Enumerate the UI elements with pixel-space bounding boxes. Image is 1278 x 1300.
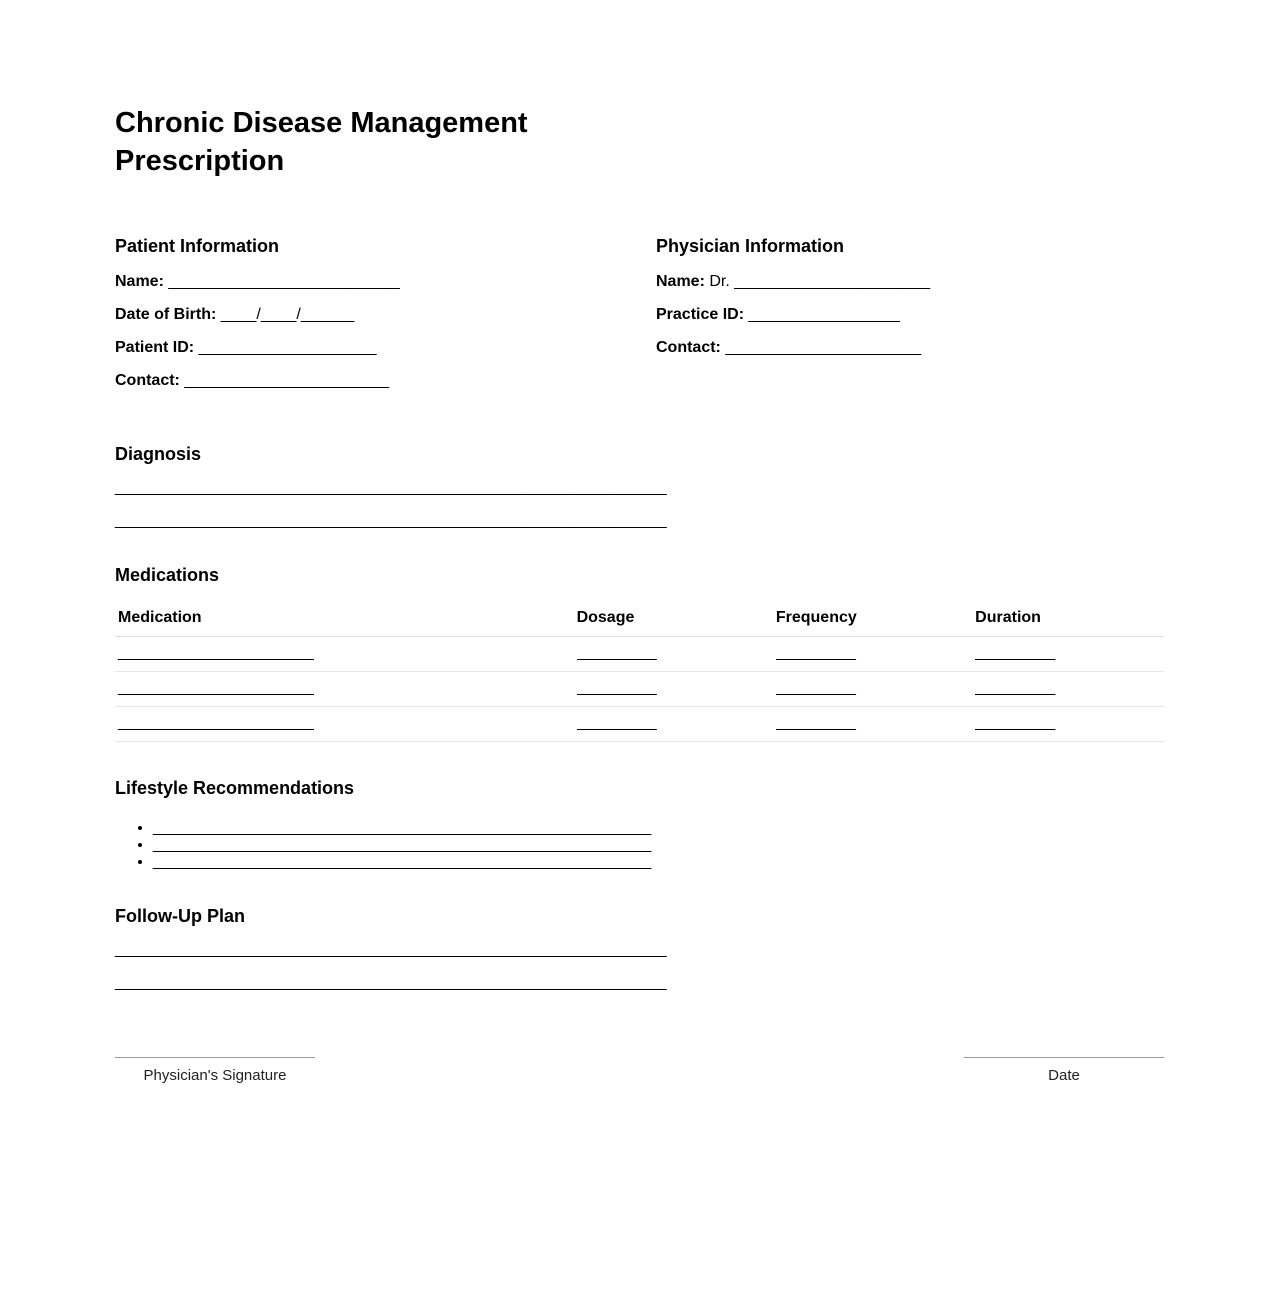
practice-id-blank: _________________ — [748, 306, 900, 323]
table-row — [115, 637, 1164, 672]
practice-id-field — [656, 305, 1164, 325]
patient-name-label: Name: — [115, 273, 164, 290]
medications-table-header-row — [115, 608, 1164, 637]
table-row — [115, 672, 1164, 707]
dosage-blank: _________ — [577, 672, 776, 707]
followup-plan-heading: Follow-Up Plan — [115, 906, 245, 926]
list-item: • ________________________________________________________ — [153, 819, 1164, 836]
patient-contact-blank: _______________________ — [184, 372, 390, 389]
patient-dob-label: Date of Birth: — [115, 306, 217, 323]
diagnosis-heading: Diagnosis — [115, 444, 202, 464]
lifestyle-recommendations-list — [115, 819, 1164, 870]
diagnosis-section — [115, 444, 1164, 537]
physician-name-label: Name: — [656, 273, 705, 290]
patient-id-label: Patient ID: — [115, 339, 195, 356]
medication-blank: ______________________ — [115, 707, 577, 742]
patient-dob-blank: ____/____/______ — [220, 306, 355, 323]
practice-id-label: Practice ID: — [656, 306, 745, 323]
list-item: • ________________________________________________________ — [153, 836, 1164, 853]
page-title: Chronic Disease Management Prescription — [115, 107, 528, 177]
list-item: • ________________________________________________________ — [153, 853, 1164, 870]
physician-information-heading: Physician Information — [656, 236, 845, 256]
physician-signature-label: Physician's Signature — [143, 1067, 287, 1084]
dosage-blank: _________ — [577, 707, 776, 742]
patient-contact-label: Contact: — [115, 372, 180, 389]
duration-column-header: Duration — [975, 608, 1164, 637]
followup-blank-line: ______________________________________________________________ — [115, 941, 667, 958]
lifestyle-recommendations-section — [115, 778, 1164, 870]
duration-blank: _________ — [975, 637, 1164, 672]
physician-information-section — [656, 236, 1164, 404]
patient-information-heading: Patient Information — [115, 236, 280, 256]
followup-plan-section — [115, 906, 1164, 999]
dosage-column-header: Dosage — [577, 608, 776, 637]
followup-blank-line: ______________________________________________________________ — [115, 974, 667, 991]
info-columns — [115, 236, 1164, 404]
patient-name-field — [115, 272, 656, 292]
medications-table — [115, 608, 1164, 742]
patient-dob-field — [115, 305, 656, 325]
frequency-blank: _________ — [776, 637, 975, 672]
patient-id-field — [115, 338, 656, 358]
medication-blank: ______________________ — [115, 672, 577, 707]
physician-name-blank: Dr. ______________________ — [709, 273, 931, 290]
diagnosis-blank-line: ______________________________________________________________ — [115, 479, 667, 496]
duration-blank: _________ — [975, 707, 1164, 742]
physician-contact-blank: ______________________ — [725, 339, 922, 356]
patient-contact-field — [115, 371, 656, 391]
medications-section — [115, 565, 1164, 742]
medication-blank: ______________________ — [115, 637, 577, 672]
patient-name-blank: __________________________ — [168, 273, 400, 290]
signature-row — [115, 1057, 1164, 1084]
frequency-blank: _________ — [776, 672, 975, 707]
table-row — [115, 707, 1164, 742]
dosage-blank: _________ — [577, 637, 776, 672]
duration-blank: _________ — [975, 672, 1164, 707]
followup-lines — [115, 933, 1164, 999]
diagnosis-lines — [115, 471, 1164, 537]
diagnosis-blank-line: ______________________________________________________________ — [115, 512, 667, 529]
medication-column-header: Medication — [115, 608, 577, 637]
date-label: Date — [1048, 1067, 1080, 1084]
lifestyle-recommendations-heading: Lifestyle Recommendations — [115, 778, 355, 798]
physician-signature-block — [115, 1057, 315, 1084]
physician-name-field — [656, 272, 1164, 292]
patient-id-blank: ____________________ — [198, 339, 377, 356]
date-block — [964, 1057, 1164, 1084]
physician-contact-field — [656, 338, 1164, 358]
frequency-blank: _________ — [776, 707, 975, 742]
frequency-column-header: Frequency — [776, 608, 975, 637]
physician-contact-label: Contact: — [656, 339, 721, 356]
patient-information-section — [115, 236, 656, 404]
medications-heading: Medications — [115, 565, 220, 585]
